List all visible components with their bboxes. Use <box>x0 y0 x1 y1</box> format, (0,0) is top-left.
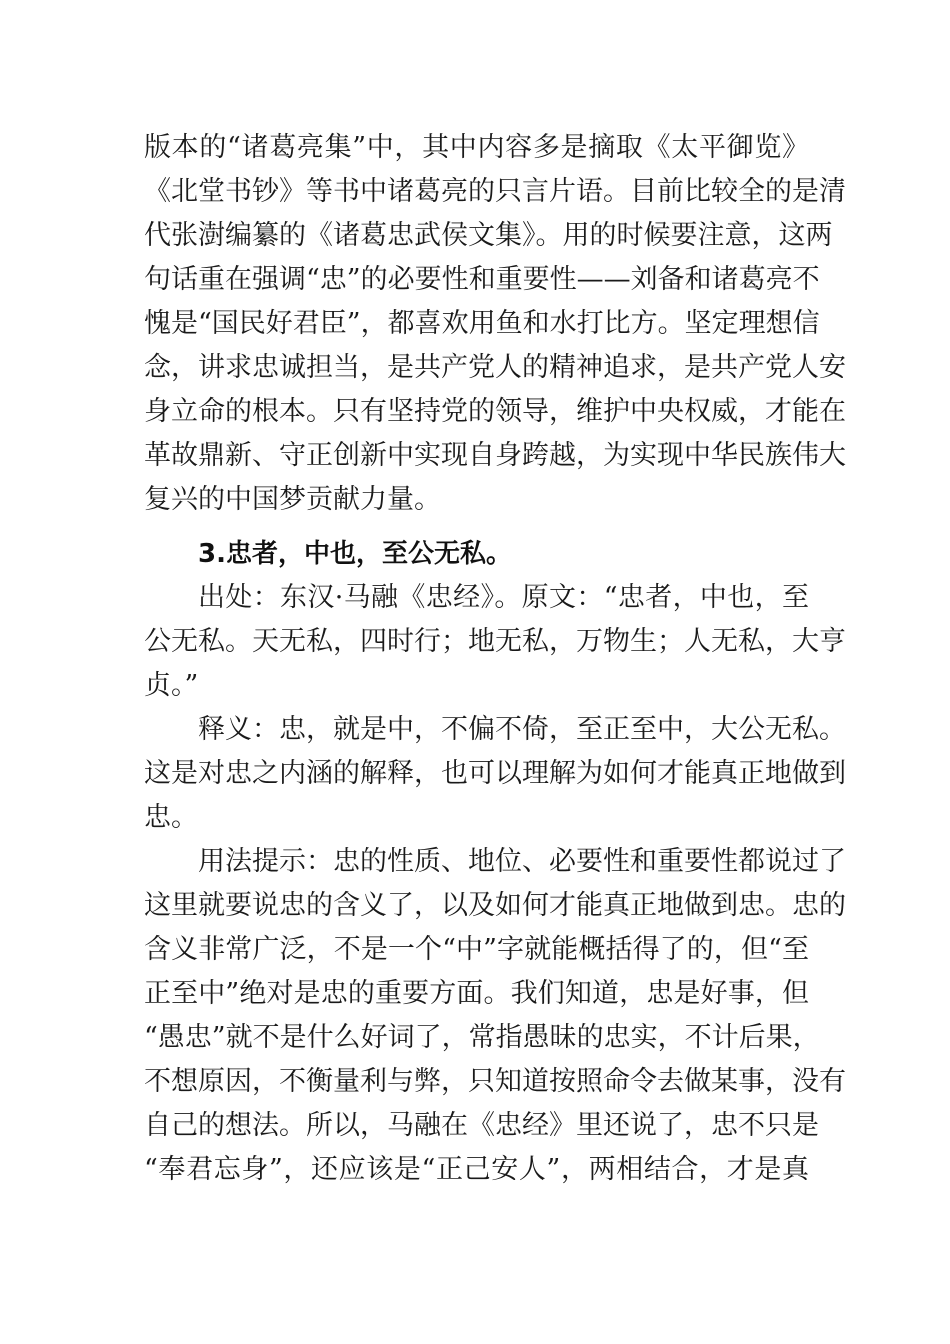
paragraph-1-line-6: 念，讲求忠诚担当，是共产党人的精神追求，是共产党人安 <box>144 352 846 383</box>
paragraph-1-line-4: 句话重在强调“忠”的必要性和重要性——刘备和诸葛亮不 <box>144 264 820 295</box>
section-heading: 3.忠者，中也，至公无私。 <box>198 539 512 569</box>
paragraph-1-line-2: 《北堂书钞》等书中诸葛亮的只言片语。目前比较全的是清 <box>144 176 846 207</box>
paragraph-1-line-3: 代张澍编纂的《诸葛忠武侯文集》。用的时候要注意，这两 <box>144 220 833 251</box>
paragraph-1-line-5: 愧是“国民好君臣”，都喜欢用鱼和水打比方。坚定理想信 <box>144 308 820 339</box>
source-line-2: 公无私。天无私，四时行；地无私，万物生；人无私，大亨 <box>144 626 846 657</box>
usage-line-1: 用法提示：忠的性质、地位、必要性和重要性都说过了 <box>198 846 846 877</box>
paragraph-1-line-1: 版本的“诸葛亮集”中，其中内容多是摘取《太平御览》 <box>144 132 809 163</box>
source-line-1: 出处：东汉·马融《忠经》。原文：“忠者，中也，至 <box>198 582 809 613</box>
paragraph-1-line-8: 革故鼎新、守正创新中实现自身跨越，为实现中华民族伟大 <box>144 440 846 471</box>
usage-line-2: 这里就要说忠的含义了，以及如何才能真正地做到忠。忠的 <box>144 890 846 921</box>
usage-line-4: 正至中”绝对是忠的重要方面。我们知道，忠是好事，但 <box>144 978 809 1009</box>
paragraph-1-line-7: 身立命的根本。只有坚持党的领导，维护中央权威，才能在 <box>144 396 846 427</box>
meaning-line-3: 忠。 <box>144 802 198 833</box>
paragraph-1-line-9: 复兴的中国梦贡献力量。 <box>144 484 441 515</box>
usage-line-3: 含义非常广泛，不是一个“中”字就能概括得了的，但“至 <box>144 934 809 965</box>
meaning-line-2: 这是对忠之内涵的解释，也可以理解为如何才能真正地做到 <box>144 758 846 789</box>
usage-line-6: 不想原因，不衡量利与弊，只知道按照命令去做某事，没有 <box>144 1066 846 1097</box>
usage-line-5: “愚忠”就不是什么好词了，常指愚昧的忠实，不计后果， <box>144 1022 820 1053</box>
usage-line-7: 自己的想法。所以，马融在《忠经》里还说了，忠不只是 <box>144 1110 819 1141</box>
source-line-3: 贞。” <box>144 670 199 701</box>
meaning-line-1: 释义：忠，就是中，不偏不倚，至正至中，大公无私。 <box>198 714 846 745</box>
usage-line-8: “奉君忘身”，还应该是“正己安人”，两相结合，才是真 <box>144 1154 809 1185</box>
